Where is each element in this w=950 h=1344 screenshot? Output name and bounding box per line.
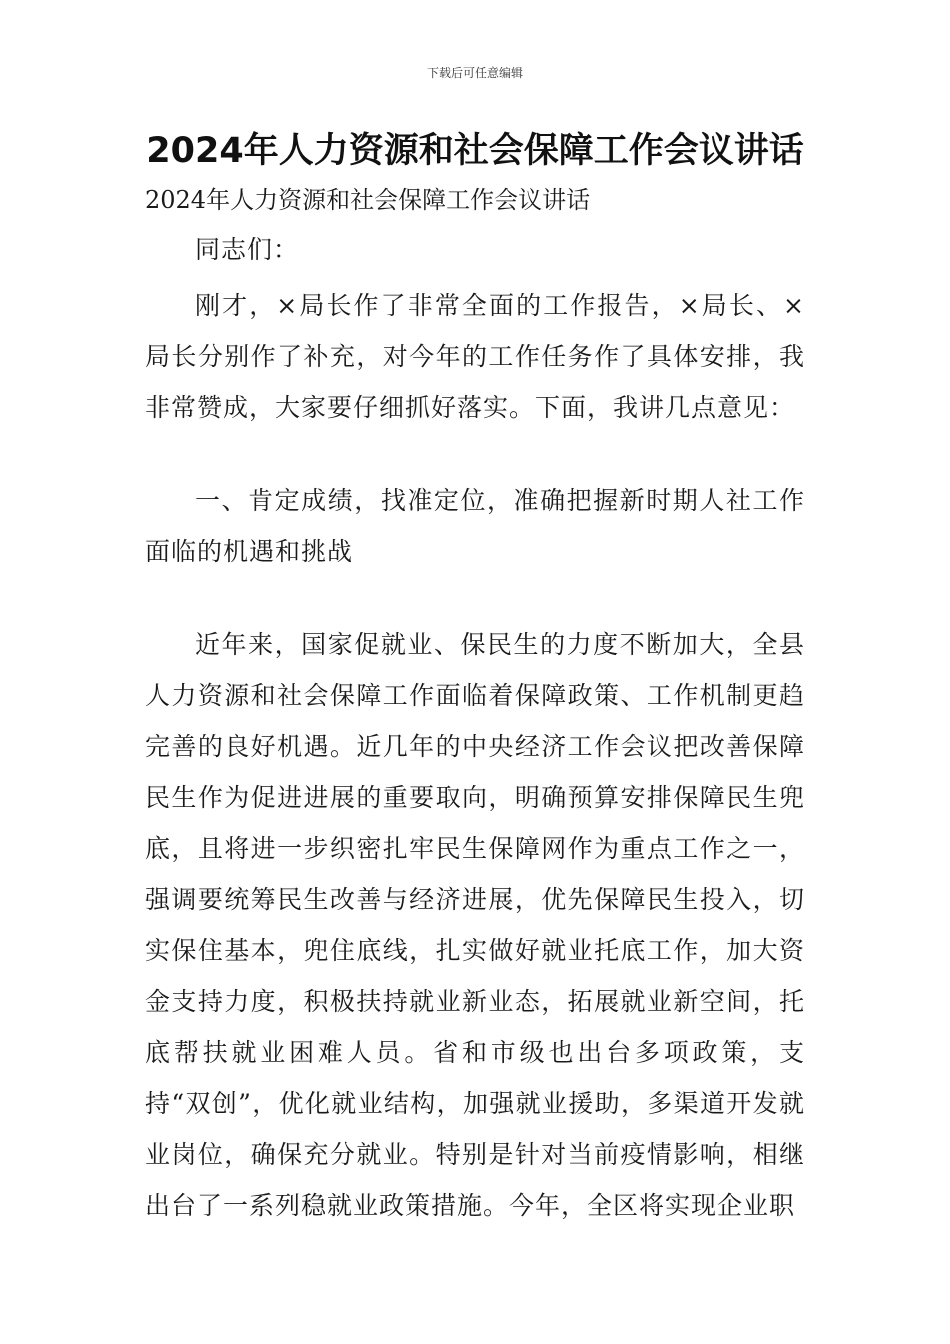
greeting-paragraph: 同志们： [195, 235, 300, 264]
header-note: 下载后可任意编辑 [426, 66, 523, 80]
section-heading: 一、肯定成绩，找准定位，准确把握新时期人社工作面临的机遇和挑战 [145, 486, 805, 566]
body-paragraph: 近年来，国家促就业、保民生的力度不断加大，全县人力资源和社会保障工作面临着保障政策、工作机制更趋完善的良好机遇。近几年的中央经济工作会议把改善保障民生作为促进进展的重要取向，明确预算安排保障民生兜底，且将进一步织密扎牢民生保障网作为重点工作之一，强调要统筹民生改善与经济进展，优先保障民生投入，切实保住基本，兜住底线，扎实做好就业托底工作，加大资金支持力度，积极扶持就业新业态，拓展就业新空间，托底帮扶就业困难人员。省和市级也出台多项政策，支持“双创”，优化就业结构，加强就业援助，多渠道开发就业岗位，确保充分就业。特别是针对当前疫情影响，相继出台了一系列稳就业政策措施。今年，全区将实现企业职 [145, 630, 805, 1220]
document-body [145, 224, 805, 1231]
intro-paragraph: 刚才，×局长作了非常全面的工作报告，×局长、×局长分别作了补充，对今年的工作任务作了具体安排，我非常赞成，大家要仔细抓好落实。下面，我讲几点意见： [145, 291, 805, 422]
document-subtitle: 2024年人力资源和社会保障工作会议讲话 [145, 186, 591, 214]
document-title: 2024年人力资源和社会保障工作会议讲话 [146, 131, 804, 171]
